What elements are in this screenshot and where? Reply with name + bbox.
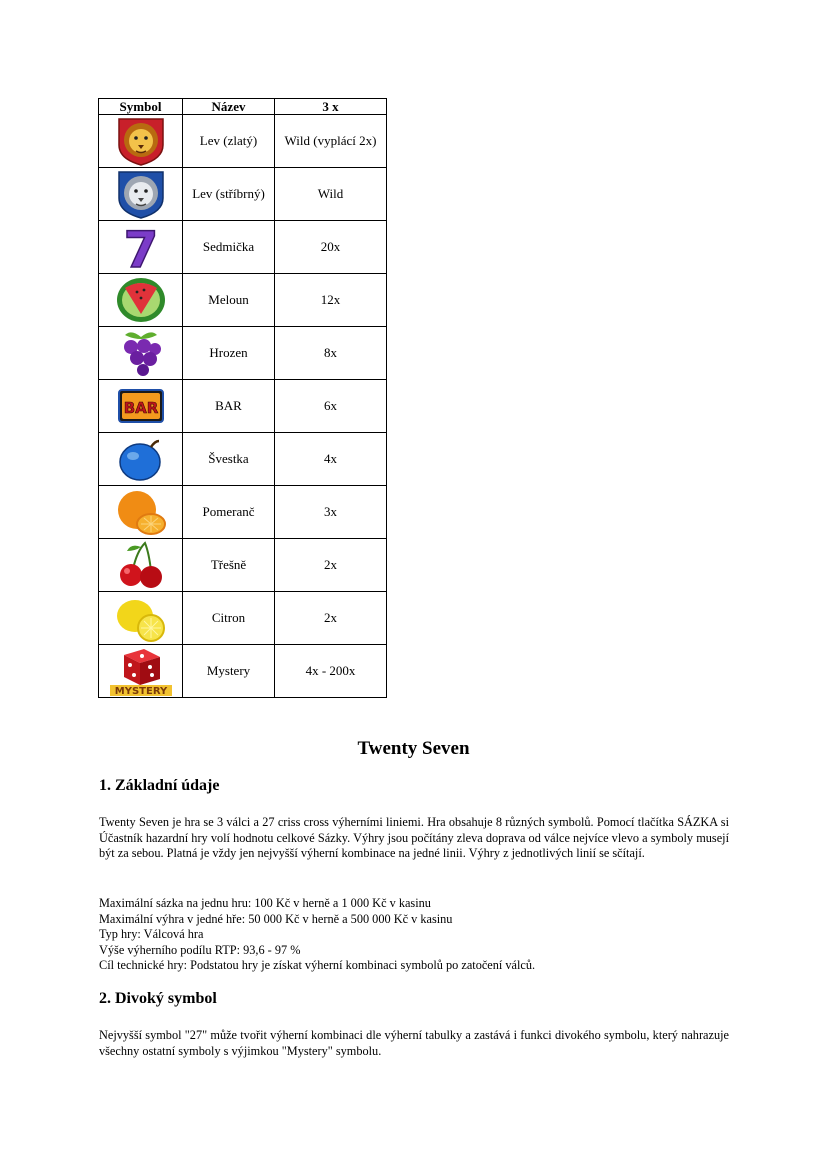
symbol-name: BAR [183, 380, 275, 433]
table-row [99, 433, 387, 486]
bar-icon [111, 380, 171, 432]
symbol-cell [99, 539, 183, 592]
list-item: Maximální výhra v jedné hře: 50 000 Kč v herně a 500 000 Kč v kasinu [99, 911, 453, 926]
symbol-value: 2x [275, 592, 387, 645]
symbol-name: Lev (stříbrný) [183, 168, 275, 221]
symbol-value: 4x - 200x [275, 645, 387, 698]
document-title: Twenty Seven [357, 738, 470, 759]
symbol-name: Citron [183, 592, 275, 645]
golden-lion-icon [111, 115, 171, 167]
table-header-row [99, 99, 387, 115]
plum-icon [111, 433, 171, 485]
list-item: Maximální sázka na jednu hru: 100 Kč v herně a 1 000 Kč v kasinu [99, 896, 431, 910]
lemon-icon [111, 592, 171, 644]
symbol-name: Lev (zlatý) [183, 115, 275, 168]
symbol-value: 2x [275, 539, 387, 592]
table-row [99, 115, 387, 168]
symbol-cell [99, 380, 183, 433]
symbol-value: 20x [275, 221, 387, 274]
table-row [99, 221, 387, 274]
symbol-cell [99, 486, 183, 539]
section2-heading: 2. Divoký symbol [99, 990, 217, 1007]
symbol-cell [99, 115, 183, 168]
table-row [99, 592, 387, 645]
table-row [99, 645, 387, 698]
mystery-dice-icon [106, 645, 176, 697]
table-row [99, 539, 387, 592]
symbol-name: Švestka [183, 433, 275, 486]
symbol-name: Třešně [183, 539, 275, 592]
symbol-name: Mystery [183, 645, 275, 698]
table-row [99, 380, 387, 433]
bar-label: BAR [123, 399, 158, 417]
symbol-cell [99, 327, 183, 380]
symbol-cell [99, 221, 183, 274]
list-item: Typ hry: Válcová hra [99, 927, 204, 941]
symbol-value: 12x [275, 274, 387, 327]
seven-glyph: 7 [123, 221, 158, 273]
game-parameters-list [99, 896, 535, 974]
symbol-value: 8x [275, 327, 387, 380]
seven-icon [111, 221, 171, 273]
table-row [99, 168, 387, 221]
list-item: Cíl technické hry: Podstatou hry je získat výherní kombinaci symbolů po zatočení válců. [99, 958, 536, 972]
section2-paragraph: Nejvyšší symbol "27" může tvořit výherní kombinaci dle výherní tabulky a zastává i funkci divokého symbolu, který nahrazuje všechny ostatní symboly s výjimkou "Mystery" symbolu. [99, 1028, 729, 1058]
silver-lion-icon [111, 168, 171, 220]
table-row [99, 327, 387, 380]
symbol-value: 4x [275, 433, 387, 486]
symbol-name: Sedmička [183, 221, 275, 274]
symbol-value: Wild (vyplácí 2x) [275, 115, 387, 168]
orange-icon [111, 486, 171, 538]
table-row [99, 486, 387, 539]
header-multiplier: 3 x [275, 99, 387, 115]
symbol-cell [99, 645, 183, 698]
symbol-paytable [98, 98, 387, 698]
header-symbol: Symbol [99, 99, 183, 115]
symbol-cell [99, 592, 183, 645]
grapes-icon [111, 327, 171, 379]
mystery-label: MYSTERY [114, 686, 167, 697]
symbol-value: 3x [275, 486, 387, 539]
symbol-name: Hrozen [183, 327, 275, 380]
symbol-cell [99, 433, 183, 486]
list-item: Výše výherního podílu RTP: 93,6 - 97 % [99, 942, 301, 957]
symbol-value: Wild [275, 168, 387, 221]
cherries-icon [111, 539, 171, 591]
section1-heading: 1. Základní údaje [99, 777, 220, 794]
symbol-name: Meloun [183, 274, 275, 327]
section1-paragraph: Twenty Seven je hra se 3 válci a 27 criss cross výherními liniemi. Hra obsahuje 8 různých symbolů. Pomocí tlačítka SÁZKA si Účastník hazardní hry volí hodnotu celkové Sázky. Výhry jsou počítány zleva doprava od válce nejvíce vlevo a symboly musejí být za sebou. Platná je vždy jen nejvyšší výherní kombinace na jedné linii. Výhry z jednotlivých linií se sčítají. [99, 815, 729, 860]
header-name: Název [183, 99, 275, 115]
symbol-cell [99, 274, 183, 327]
symbol-cell [99, 168, 183, 221]
table-row [99, 274, 387, 327]
symbol-value: 6x [275, 380, 387, 433]
symbol-name: Pomeranč [183, 486, 275, 539]
watermelon-icon [111, 274, 171, 326]
